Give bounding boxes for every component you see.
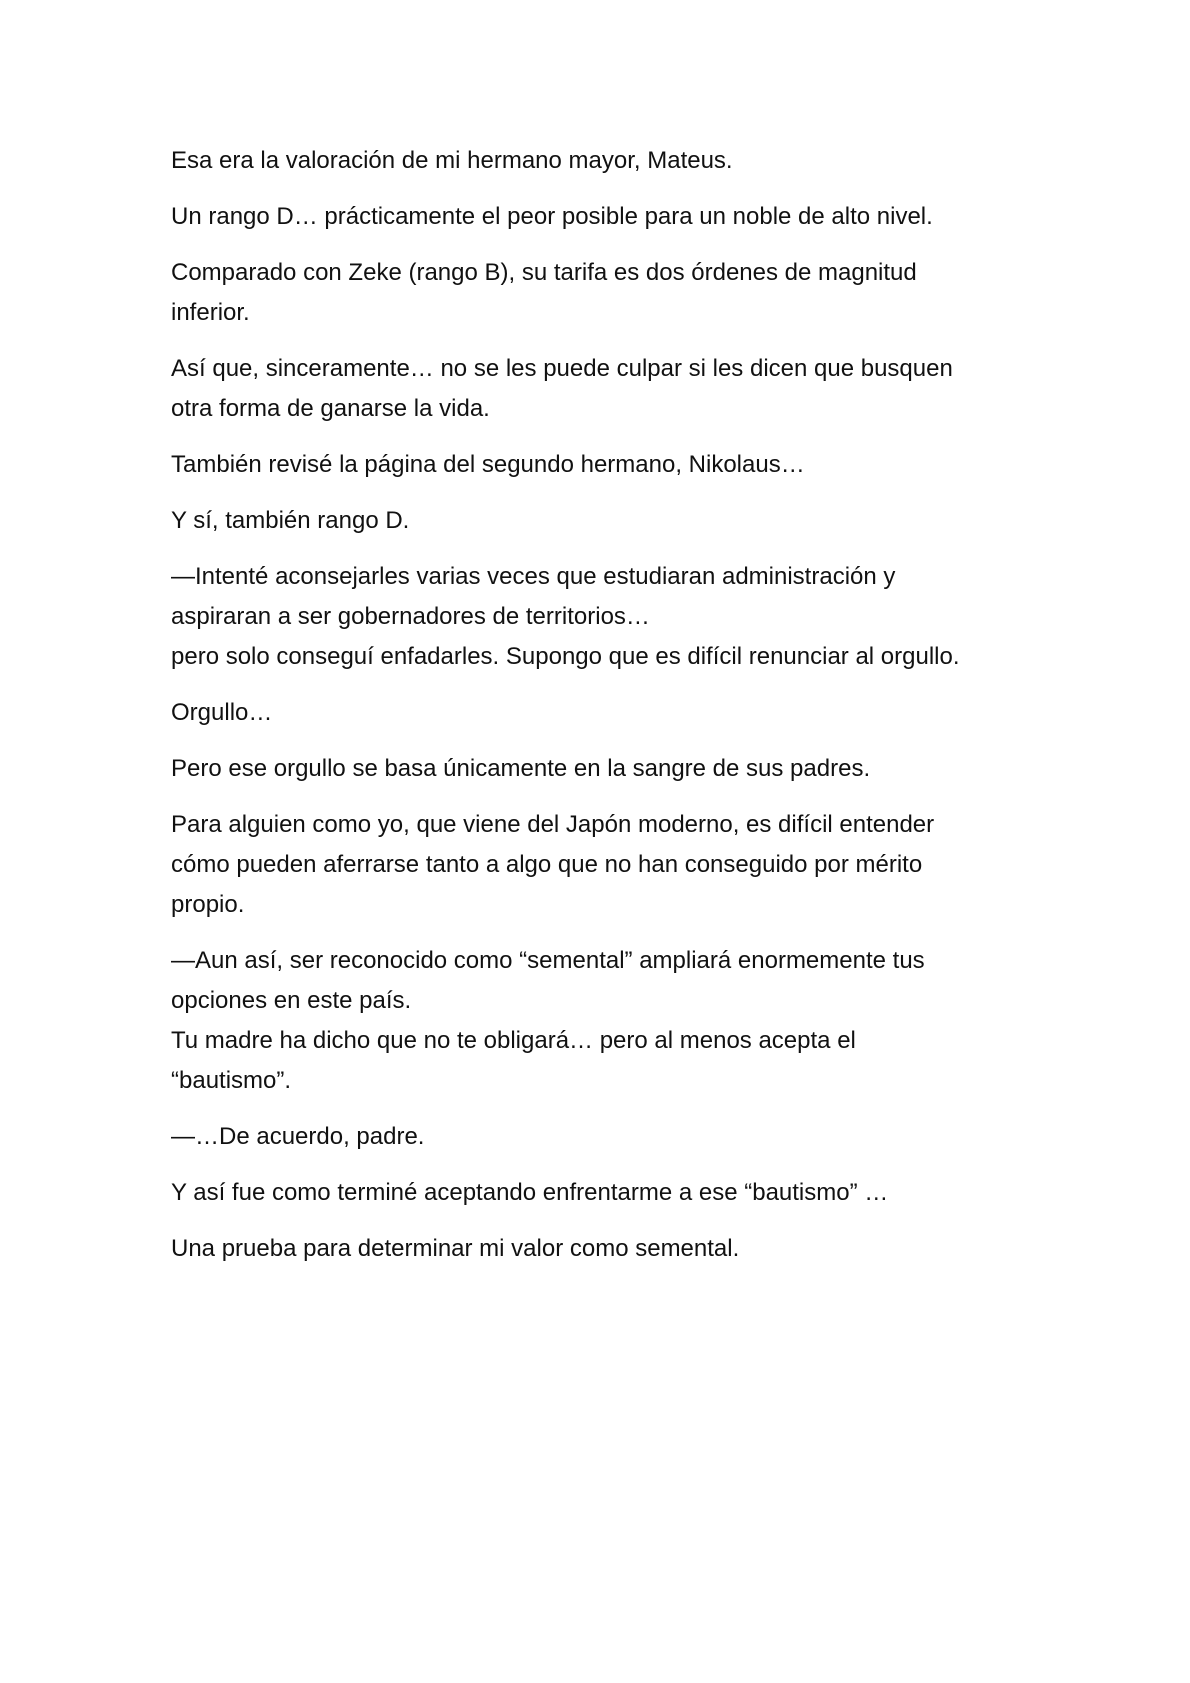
paragraph — [171, 557, 1051, 677]
document-body — [171, 141, 1051, 1285]
paragraph — [171, 1229, 1051, 1269]
text-line: Una prueba para determinar mi valor como semental. — [171, 1235, 740, 1262]
text-line: inferior. — [171, 299, 250, 326]
text-line: otra forma de ganarse la vida. — [171, 395, 490, 422]
text-line: Orgullo… — [171, 699, 273, 726]
paragraph — [171, 1117, 1051, 1157]
text-line: Y sí, también rango D. — [171, 507, 410, 534]
text-line: pero solo conseguí enfadarles. Supongo que es difícil renunciar al orgullo. — [171, 643, 960, 670]
text-line: —Intenté aconsejarles varias veces que estudiaran administración y — [171, 563, 896, 590]
paragraph — [171, 941, 1051, 1101]
text-line: —…De acuerdo, padre. — [171, 1123, 425, 1150]
text-line: opciones en este país. — [171, 987, 412, 1014]
paragraph — [171, 805, 1051, 925]
paragraph — [171, 693, 1051, 733]
text-line: cómo pueden aferrarse tanto a algo que no han conseguido por mérito — [171, 851, 923, 878]
text-line: También revisé la página del segundo hermano, Nikolaus… — [171, 451, 805, 478]
text-line: —Aun así, ser reconocido como “semental” ampliará enormemente tus — [171, 947, 925, 974]
paragraph — [171, 445, 1051, 485]
paragraph — [171, 197, 1051, 237]
text-line: Esa era la valoración de mi hermano mayor, Mateus. — [171, 147, 733, 174]
paragraph — [171, 749, 1051, 789]
text-line: Y así fue como terminé aceptando enfrentarme a ese “bautismo” … — [171, 1179, 889, 1206]
text-line: Un rango D… prácticamente el peor posible para un noble de alto nivel. — [171, 203, 933, 230]
paragraph — [171, 141, 1051, 181]
paragraph — [171, 349, 1051, 429]
paragraph — [171, 1173, 1051, 1213]
text-line: Pero ese orgullo se basa únicamente en la sangre de sus padres. — [171, 755, 871, 782]
text-line: Para alguien como yo, que viene del Japón moderno, es difícil entender — [171, 811, 935, 838]
paragraph — [171, 501, 1051, 541]
text-line: Comparado con Zeke (rango B), su tarifa es dos órdenes de magnitud — [171, 259, 917, 286]
paragraph — [171, 253, 1051, 333]
text-line: aspiraran a ser gobernadores de territorios… — [171, 603, 650, 630]
text-line: propio. — [171, 891, 245, 918]
text-line: Tu madre ha dicho que no te obligará… pero al menos acepta el — [171, 1027, 856, 1054]
text-line: Así que, sinceramente… no se les puede culpar si les dicen que busquen — [171, 355, 953, 382]
text-line: “bautismo”. — [171, 1067, 292, 1094]
